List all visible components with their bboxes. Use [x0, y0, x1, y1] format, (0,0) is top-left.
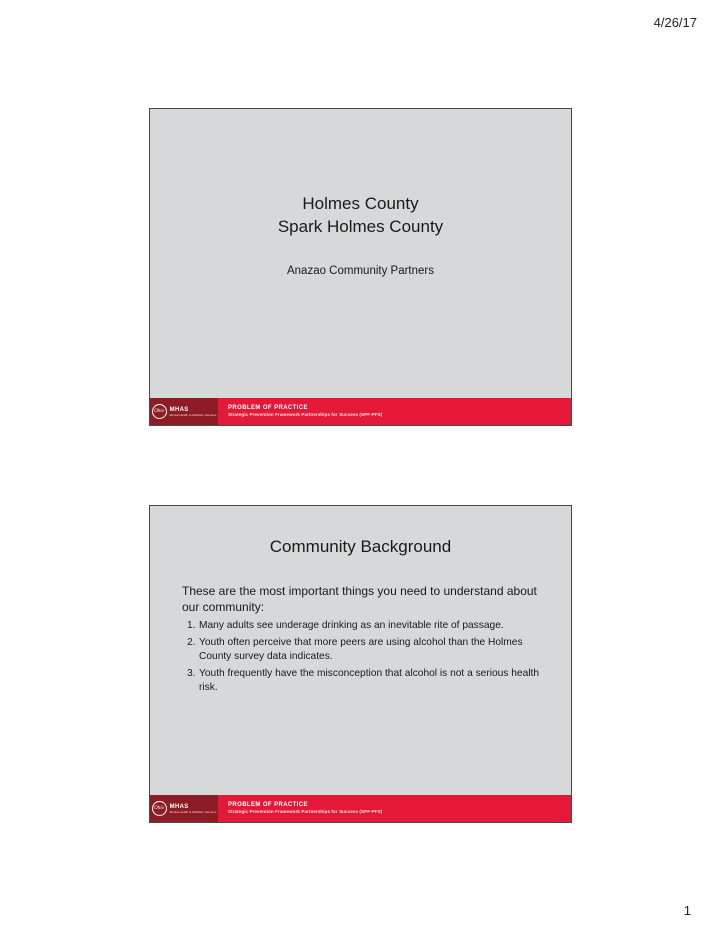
slide-title	[149, 108, 572, 426]
slide-footer	[150, 795, 571, 822]
page-date: 4/26/17	[653, 15, 697, 30]
footer-subheading: Strategic Prevention Framework Partnerships for Success (SPF-PFS)	[228, 412, 383, 418]
footer-heading: PROBLEM OF PRACTICE	[228, 802, 308, 809]
footer-heading: PROBLEM OF PRACTICE	[228, 405, 308, 412]
county-name: Holmes County	[302, 194, 419, 213]
ohio-seal-icon: Ohio	[152, 801, 167, 816]
logo-sub-text: Mental Health & Addiction Services	[169, 809, 217, 814]
slide-intro: These are the most important things you need to understand about our community:	[182, 584, 537, 614]
coalition-name: Spark Holmes County	[277, 217, 444, 236]
page-number: 1	[683, 903, 691, 918]
footer-subheading: Strategic Prevention Framework Partnerships for Success (SPF-PFS)	[228, 809, 383, 815]
slide-heading: Community Background	[269, 537, 452, 556]
list-item: 1. Many adults see underage drinking as an inevitable rite of passage.	[187, 620, 504, 631]
organization-name: Anazao Community Partners	[286, 265, 434, 277]
logo-main-text: MHAS	[169, 406, 189, 413]
logo-sub-text: Mental Health & Addiction Services	[169, 412, 217, 417]
list-item: 3. Youth frequently have the misconception that alcohol is not a serious health risk.	[187, 668, 539, 693]
slide-community-background	[149, 505, 572, 823]
ohio-seal-icon: Ohio	[152, 404, 167, 419]
ohio-mhas-logo	[150, 398, 218, 425]
list-item: 2. Youth often perceive that more peers are using alcohol than the Holmes County survey data indicates.	[187, 637, 523, 662]
slide-footer	[150, 398, 571, 425]
ohio-mhas-logo	[150, 795, 218, 822]
background-list	[187, 619, 547, 698]
slide-title-heading	[150, 192, 571, 238]
logo-main-text: MHAS	[169, 803, 189, 810]
